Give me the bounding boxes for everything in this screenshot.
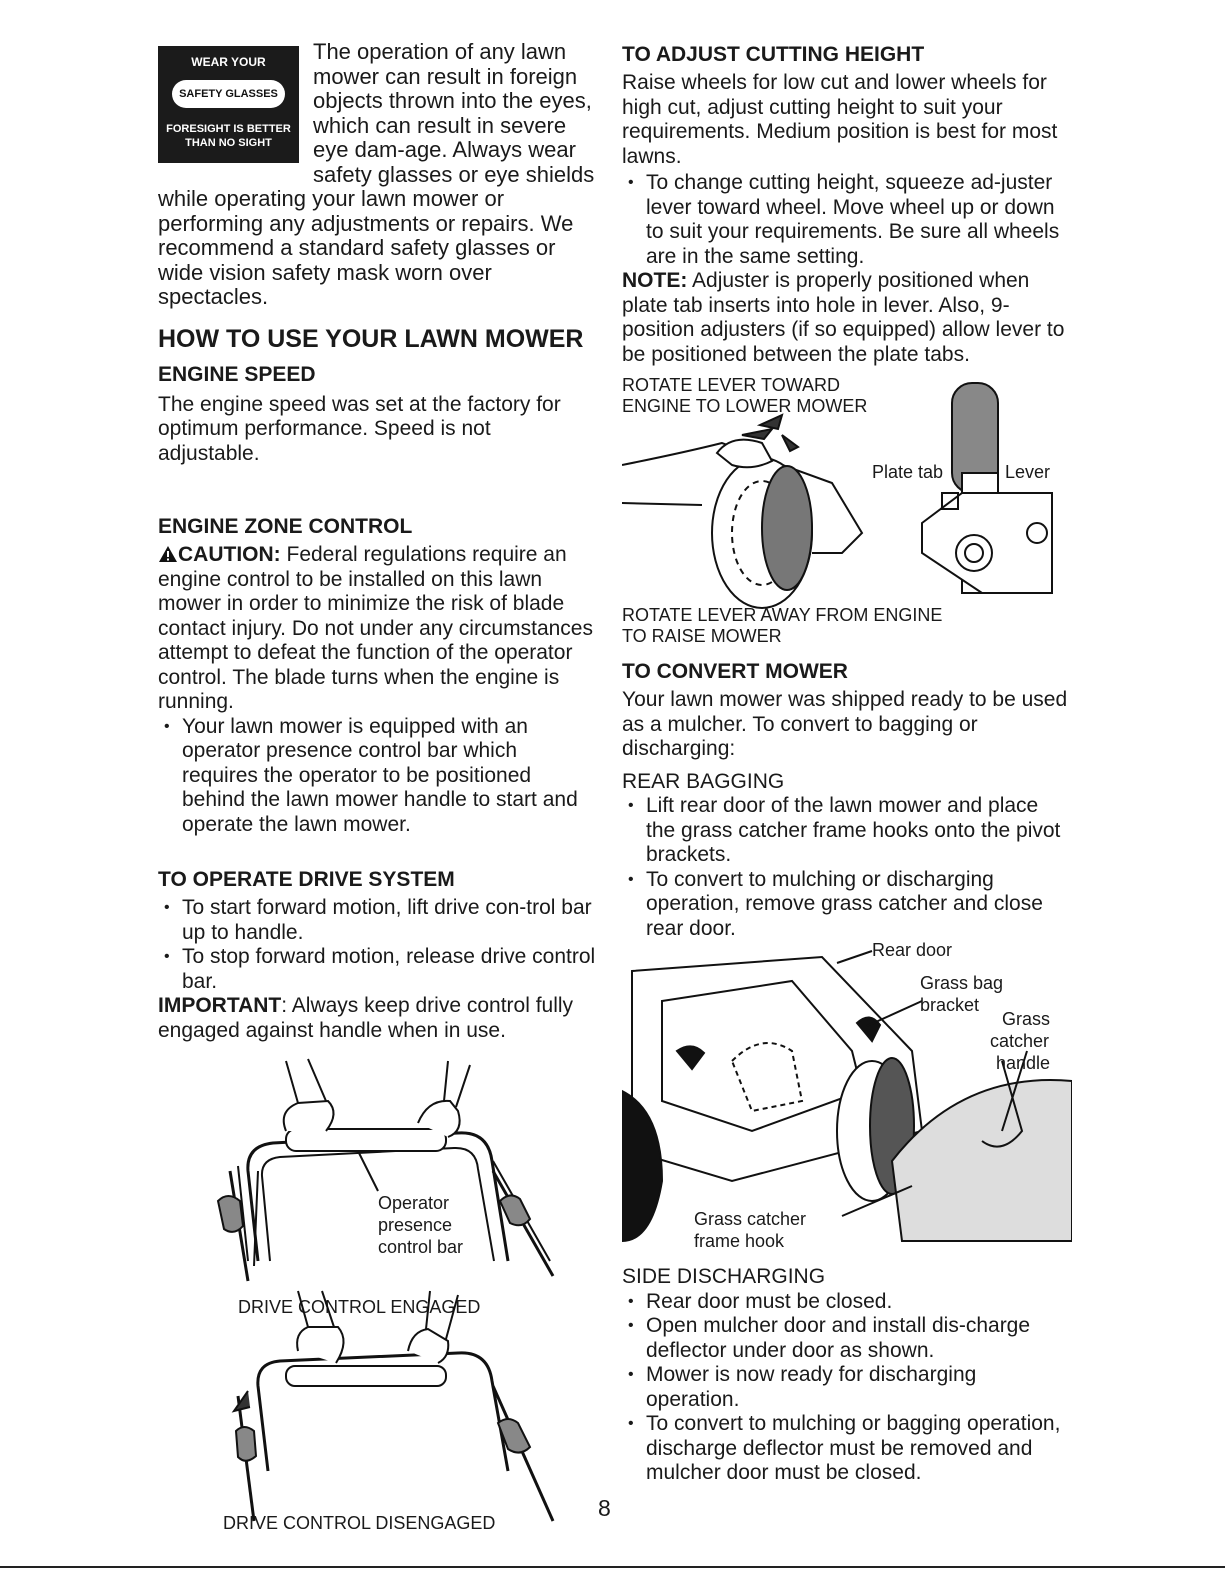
caption-drive-engaged: DRIVE CONTROL ENGAGED [238,1297,481,1317]
how-to-use-heading: HOW TO USE YOUR LAWN MOWER [158,324,584,353]
mower-rear-drawing [622,951,1072,1241]
list-item: • Open mulcher door and install dis-charge deflector under door as shown. [622,1314,1072,1363]
catcher-handle-label-3: handle [996,1053,1051,1073]
page-number: 8 [598,1495,611,1521]
list-item: • To stop forward motion, release drive control bar. [158,945,598,994]
plate-tab-label: Plate tab [872,462,944,482]
grass-catcher-figure [622,941,1072,1261]
intro-paragraph: The operation of any lawn mower can result in foreign objects thrown into the eyes, which can result in severe eye dam-age. Always wear safety glasses or eye shields while operating your lawn mower or performing any adjustments or repairs. We recommend a standard safety glasses or wide vision safety mask worn over spectacles. [158,39,595,309]
important-paragraph [158,994,598,1043]
grass-bag-bracket-label-1: Grass bag [920,973,1004,993]
list-item: • To convert to mulching or discharging operation, remove grass catcher and close rear door. [622,868,1072,942]
badge-line3 [158,122,299,150]
operate-drive-heading: TO OPERATE DRIVE SYSTEM [158,868,455,891]
operator-presence-label-3: control bar [378,1237,464,1257]
badge-line2: SAFETY GLASSES [172,80,285,108]
convert-text: Your lawn mower was shipped ready to be used as a mulcher. To convert to bagging or discharging: [622,688,1068,760]
wheel-drawing [622,415,862,608]
grass-bag-bracket-label-2: bracket [920,995,980,1015]
catcher-handle-label-1: Grass [1002,1009,1051,1029]
rear-bagging-heading: REAR BAGGING [622,769,785,793]
frame-hook-label-1: Grass catcher [694,1209,807,1229]
side-discharging-heading: SIDE DISCHARGING [622,1265,826,1288]
adjust-height-text: Raise wheels for low cut and lower wheels for high cut, adjust cutting height to suit your requirements. Medium position is best for most lawns. [622,71,1058,168]
note-label: NOTE: [622,269,688,292]
operate-drive-bullets [158,896,598,994]
height-top-caption-1: ROTATE LEVER TOWARD [622,375,841,395]
list-item: • Your lawn mower is equipped with an operator presence control bar which requires the operator to be positioned behind the lawn mower handle to start and operate the lawn mower. [158,715,598,838]
badge-line3a: FORESIGHT IS BETTER [166,123,291,135]
handle-disengaged-drawing [234,1291,553,1521]
lever-drawing [922,383,1052,593]
list-item: • To change cutting height, squeeze ad-juster lever toward wheel. Move wheel up or down to suit your requirements. Be sure all wheels are in the same setting. [622,171,1072,269]
list-item: • To start forward motion, lift drive con-trol bar up to handle. [158,896,598,945]
caution-label: CAUTION: [178,543,281,566]
adjust-height-heading: TO ADJUST CUTTING HEIGHT [622,43,925,66]
list-item: • Mower is now ready for discharging operation. [622,1363,1072,1412]
important-label: IMPORTANT [158,994,282,1017]
list-item: • Rear door must be closed. [622,1290,1072,1315]
badge-line3b: THAN NO SIGHT [185,137,272,149]
safety-glasses-badge [158,46,299,163]
operator-presence-label-2: presence [378,1215,453,1235]
caption-drive-disengaged: DRIVE CONTROL DISENGAGED [223,1513,496,1533]
rear-bagging-bullets [622,794,1072,941]
rear-door-label: Rear door [872,941,953,960]
list-item: • Lift rear door of the lawn mower and place the grass catcher frame hooks onto the pivot brackets. [622,794,1072,868]
right-column [622,40,1072,1486]
left-column [158,40,598,1541]
cutting-height-figure [622,373,1072,643]
caution-paragraph [158,543,598,715]
frame-hook-label-2: frame hook [694,1231,785,1251]
caution-text: Federal regulations require an engine control to be installed on this lawn mower in order to minimize the risk of blade contact injury. Do not under any circumstances attempt to defeat the function of the operator control. The blade turns when the engine is running. [158,543,593,713]
operator-presence-label-1: Operator [378,1193,450,1213]
note-text: Adjuster is properly positioned when plate tab inserts into hole in lever. Also, 9-position adjusters (if so equipped) allow lever to be positioned between the plate tabs. [622,269,1065,366]
engine-speed-text: The engine speed was set at the factory for optimum performance. Speed is not adjustable. [158,392,561,465]
height-bottom-caption-1: ROTATE LEVER AWAY FROM ENGINE [622,605,943,625]
note-paragraph [622,269,1072,367]
convert-heading: TO CONVERT MOWER [622,660,848,683]
bottom-divider [0,1566,1225,1568]
badge-line1: WEAR YOUR [191,55,266,69]
catcher-handle-label-2: catcher [990,1031,1050,1051]
side-discharging-bullets [622,1290,1072,1486]
important-text: : Always keep drive control fully engaged against handle when in use. [158,994,574,1042]
list-item: • To convert to mulching or bagging operation, discharge deflector must be removed and mulcher door must be closed. [622,1412,1072,1486]
height-bottom-caption-2: TO RAISE MOWER [622,626,782,643]
engine-zone-bullets [158,715,598,838]
height-top-caption-2: ENGINE TO LOWER MOWER [622,396,868,416]
engine-speed-heading: ENGINE SPEED [158,362,316,386]
warning-icon [158,545,178,563]
lever-label: Lever [1005,462,1051,482]
adjust-height-bullets [622,171,1072,269]
drive-control-figure [158,1051,598,1541]
engine-zone-heading: ENGINE ZONE CONTROL [158,515,413,538]
